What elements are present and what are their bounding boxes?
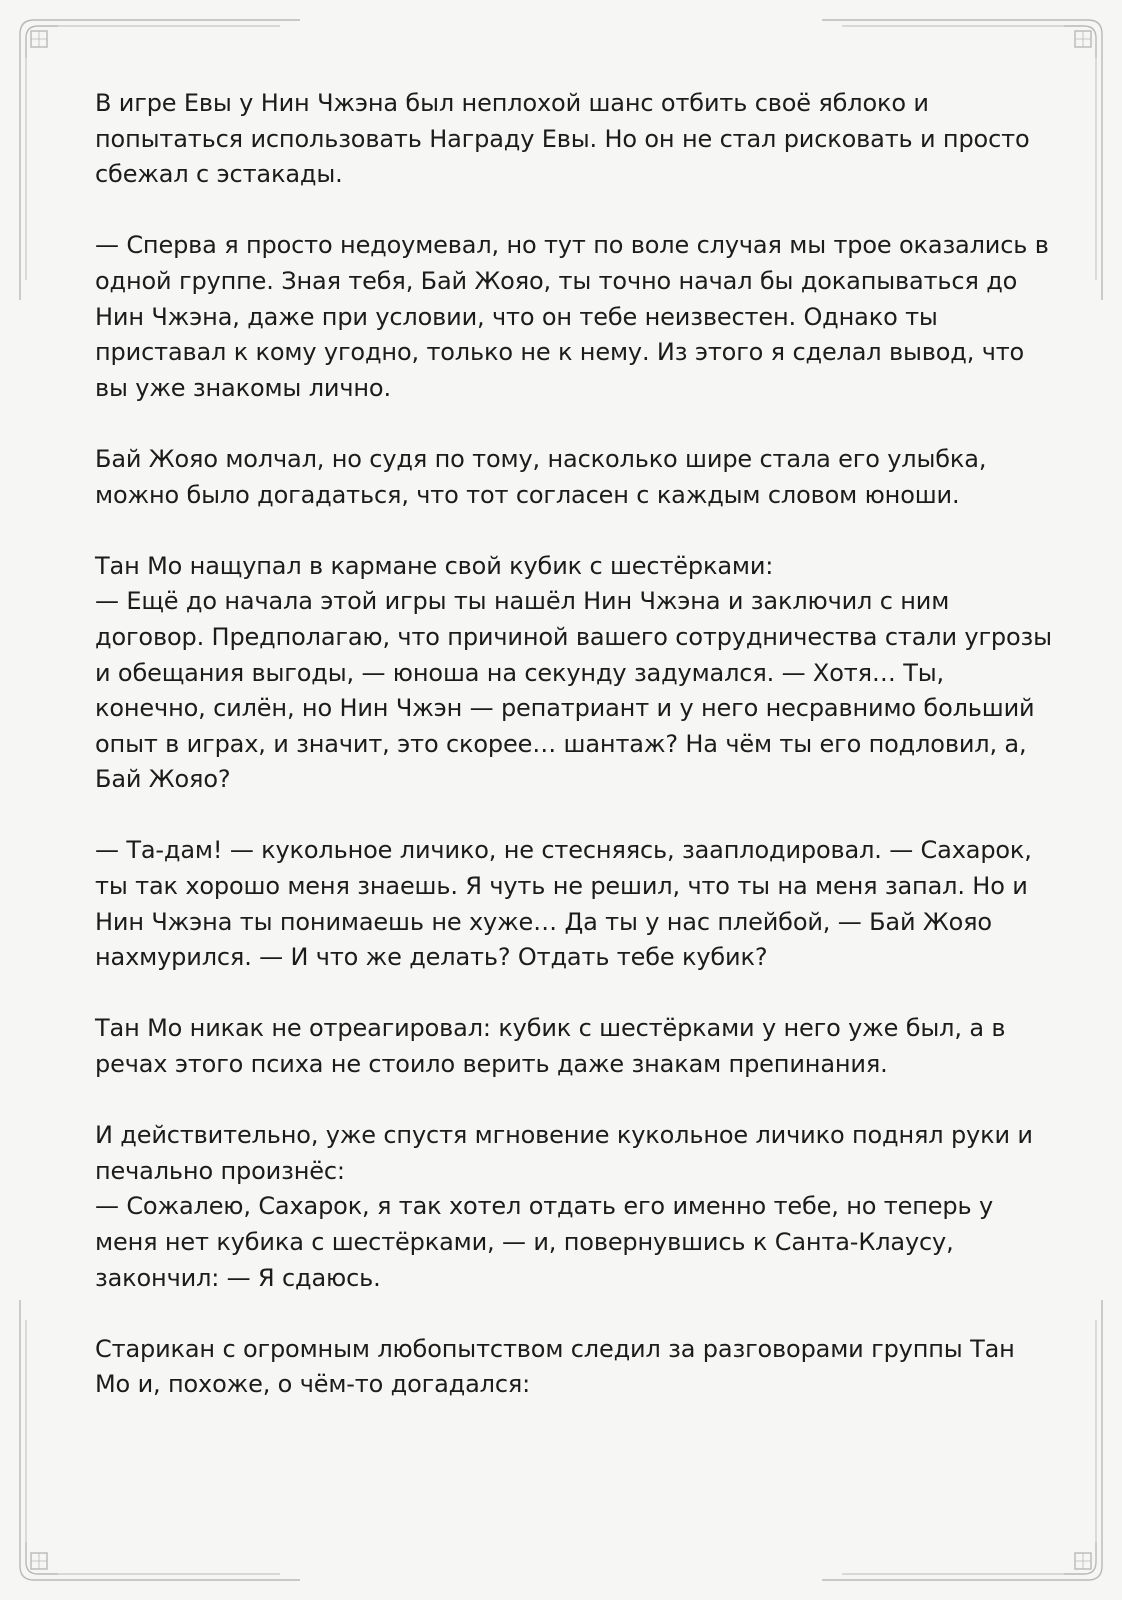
- text-line: меня нет кубика с шестёрками, — и, повернувшись к Санта-Клаусу,: [95, 1228, 954, 1256]
- body-text: [95, 86, 1052, 1439]
- text-line: — Сожалею, Сахарок, я так хотел отдать его именно тебе, но теперь у: [95, 1192, 994, 1221]
- text-line: вы уже знакомы лично.: [95, 373, 391, 402]
- text-line: Нин Чжэна, даже при условии, что он тебе неизвестен. Однако ты: [95, 302, 938, 331]
- paragraph: [95, 442, 1030, 513]
- paragraph: [95, 833, 1030, 975]
- text-line: попытаться использовать Награду Евы. Но он не стал рисковать и просто: [95, 124, 1030, 153]
- text-line: конечно, силён, но Нин Чжэн — репатриант и у него несравнимо больший: [95, 694, 1035, 723]
- text-line: речах этого психа не стоило верить даже знакам препинания.: [95, 1050, 888, 1079]
- text-line: — Ещё до начала этой игры ты нашёл Нин Чжэна и заключил с ним: [95, 587, 950, 616]
- paragraph: [95, 1011, 1030, 1082]
- text-line: Бай Жояо?: [95, 765, 231, 794]
- text-line: опыт в играх, и значит, это скорее… шантаж? На чём ты его подловил, а,: [95, 729, 1027, 758]
- paragraph: [95, 228, 1049, 406]
- text-line: — Та-дам! — кукольное личико, не стесняясь, зааплодировал. — Сахарок,: [95, 836, 1032, 865]
- text-line: сбежал с эстакады.: [95, 160, 343, 189]
- text-line: договор. Предполагаю, что причиной вашего сотрудничества стали угрозы: [95, 622, 1052, 651]
- text-line: печально произнёс:: [95, 1156, 345, 1185]
- paragraph: [95, 549, 1052, 798]
- text-line: — Сперва я просто недоумевал, но тут по воле случая мы трое оказались в: [95, 231, 1049, 260]
- text-line: закончил: — Я сдаюсь.: [95, 1263, 381, 1292]
- text-line: Тан Мо нащупал в кармане свой кубик с шестёрками:: [95, 551, 774, 580]
- text-line: Бай Жояо молчал, но судя по тому, насколько шире стала его улыбка,: [95, 444, 987, 473]
- text-line: ты так хорошо меня знаешь. Я чуть не решил, что ты на меня запал. Но и: [95, 872, 1028, 901]
- text-line: Мо и, похоже, о чём-то догадался:: [95, 1370, 531, 1399]
- text-line: можно было догадаться, что тот согласен с каждым словом юноши.: [95, 480, 960, 509]
- text-line: Тан Мо никак не отреагировал: кубик с шестёрками у него уже был, а в: [95, 1014, 1006, 1043]
- text-line: нахмурился. — И что же делать? Отдать тебе кубик?: [95, 943, 768, 972]
- paragraph: [95, 1118, 1033, 1296]
- text-line: приставал к кому угодно, только не к нему. Из этого я сделал вывод, что: [95, 338, 1025, 367]
- text-line: одной группе. Зная тебя, Бай Жояо, ты точно начал бы докапываться до: [95, 266, 1018, 295]
- text-line: и обещания выгоды, — юноша на секунду задумался. — Хотя… Ты,: [95, 658, 944, 687]
- text-line: В игре Евы у Нин Чжэна был неплохой шанс отбить своё яблоко и: [95, 89, 929, 117]
- text-line: И действительно, уже спустя мгновение кукольное личико поднял руки и: [95, 1121, 1033, 1150]
- paragraph: [95, 86, 1030, 193]
- text-line: Старикан с огромным любопытством следил за разговорами группы Тан: [95, 1334, 1015, 1363]
- text-line: Нин Чжэна ты понимаешь не хуже… Да ты у нас плейбой, — Бай Жояо: [95, 907, 992, 936]
- paragraph: [95, 1332, 1030, 1403]
